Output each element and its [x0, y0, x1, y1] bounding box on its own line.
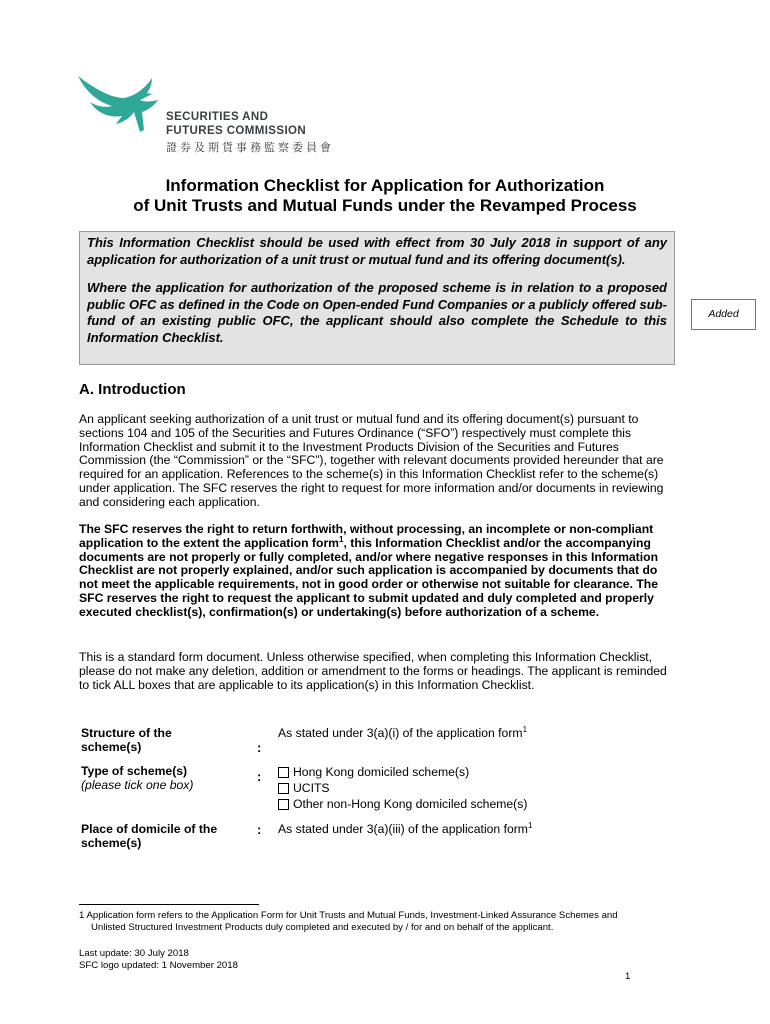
intro-paragraph-2: [79, 523, 669, 620]
logo-chinese: 證券及期貨事務監察委員會: [166, 141, 334, 154]
structure-label: Structure of the scheme(s): [81, 726, 172, 754]
footnote-divider: [79, 904, 259, 905]
para2-part-a: The SFC reserves the right to return forthwith, without processing, an incomplete or non-compliant application to the extent the application form: [79, 522, 654, 550]
title-line-1: Information Checklist for Application for Authorization: [165, 176, 605, 195]
structure-colon: :: [257, 740, 262, 755]
notice-box: [79, 231, 675, 365]
structure-value: As stated under 3(a)(i) of the application form$^1$: [278, 724, 528, 740]
type-colon: :: [257, 769, 262, 784]
logo-line-2: FUTURES COMMISSION: [166, 125, 307, 137]
domicile-label: Place of domicile of the scheme(s): [81, 822, 218, 850]
footnote-ref: 1: [339, 534, 344, 544]
intro-paragraph-3: This is a standard form document. Unless otherwise specified, when completing this Information Checklist, please do not make any deletion, addition or amendment to the forms or headings. The applicant is reminded to tick ALL boxes that are applicable to its application(s) in this Information Checklist.: [79, 650, 667, 692]
option-ucits[interactable]: UCITS: [278, 780, 527, 796]
notice-paragraph-2: Where the application for authorization of the proposed scheme is in relation to a proposed public OFC as defined in the Code on Open-ended Fund Companies or a publicly offered sub-fund of an existing public OFC, the applicant should also complete the Schedule to this Information Checklist.: [87, 280, 667, 345]
footnote-line-1: 1 Application form refers to the Application Form for Unit Trusts and Mutual Funds, Investment-Linked Assurance Schemes and: [79, 910, 618, 921]
type-label: Type of scheme(s) (please tick one box): [81, 764, 194, 792]
page-title: [60, 176, 710, 216]
last-update: Last update: 30 July 2018 SFC logo updated: 1 November 2018: [79, 948, 238, 971]
checkbox[interactable]: [278, 799, 289, 810]
option-other[interactable]: Other non-Hong Kong domiciled scheme(s): [278, 796, 527, 812]
checkbox[interactable]: [278, 767, 289, 778]
domicile-colon: :: [257, 822, 262, 837]
logo-line-1: SECURITIES AND: [166, 111, 269, 123]
footnote: [79, 910, 679, 934]
domicile-value: As stated under 3(a)(iii) of the application form$^1$: [278, 820, 533, 836]
page-number: 1: [625, 971, 631, 982]
type-options: [278, 764, 527, 812]
notice-paragraph-1: This Information Checklist should be used with effect from 30 July 2018 in support of any application for authorization of a unit trust or mutual fund and its offering document(s).: [87, 235, 667, 267]
option-hong-kong[interactable]: Hong Kong domiciled scheme(s): [278, 764, 527, 780]
title-line-2: of Unit Trusts and Mutual Funds under the Revamped Process: [133, 196, 637, 215]
para2-part-b: , this Information Checklist and/or the accompanying documents are not properly or fully completed, and/or where negative responses in this Information Checklist are not properly explained, and/or such application is accompanied by documents that do not meet the applicable requirements, not in good order or otherwise not suitable for clearance. The SFC reserves the right to request the applicant to submit updated and duly completed and properly executed checklist(s), confirmation(s) or undertaking(s) before authorization of a scheme.: [79, 535, 659, 619]
added-annotation: Added: [691, 299, 756, 330]
sfc-logo: [76, 72, 336, 152]
checkbox[interactable]: [278, 783, 289, 794]
section-heading: A. Introduction: [79, 381, 186, 398]
footnote-line-2: Unlisted Structured Investment Products duly completed and executed by / for and on behalf of the applicant.: [91, 922, 554, 933]
intro-paragraph-1: An applicant seeking authorization of a unit trust or mutual fund and its offering document(s) pursuant to sections 104 and 105 of the Securities and Futures Ordinance (“SFO”) respectively must complete this Information Checklist and submit it to the Investment Products Division of the Securities and Futures Commission (the “Commission” or the “SFC”), together with relevant documents provided hereunder that are required for an application. References to the scheme(s) in this Information Checklist refer to the scheme(s) under application. The SFC reserves the right to request for more information and/or documents in reviewing and considering each application.: [79, 412, 664, 509]
eagle-icon: [76, 72, 166, 152]
